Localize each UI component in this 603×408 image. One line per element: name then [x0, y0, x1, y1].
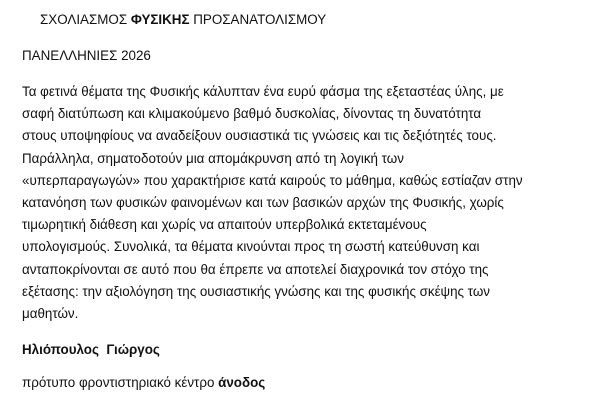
body-paragraph [22, 81, 582, 325]
affiliation-text: πρότυπο φροντιστηριακό κέντρο [22, 375, 219, 390]
author-affiliation [22, 375, 265, 390]
document-subtitle: ΠΑΝΕΛΛΗΝΙΕΣ 2026 [22, 48, 151, 63]
paragraph-line: ανταποκρίνονται σε αυτό που θα έπρεπε να αποτελεί διαχρονικά τον στόχο της [22, 261, 489, 277]
title-suffix: ΠΡΟΣΑΝΑΤΟΛΙΣΜΟΥ [189, 12, 327, 27]
paragraph-line: τιμωρητική διάθεση και χωρίς να απαιτούν υπερβολικά εκτεταμένους [22, 217, 427, 233]
paragraph-line: εξέτασης: την αξιολόγηση της ουσιαστικής γνώσης και της φυσικής σκέψης των [22, 283, 490, 299]
paragraph-line: Παράλληλα, σηματοδοτούν μια απομάκρυνση από τη λογική των [22, 150, 404, 166]
title-prefix: ΣΧΟΛΙΑΣΜΟΣ [40, 12, 131, 27]
paragraph-line: στους υποψηφίους να αναδείξουν ουσιαστικά τις γνώσεις και τις δεξιότητές τους. [22, 128, 497, 144]
paragraph-line: σαφή διατύπωση και κλιμακούμενο βαθμό δυσκολίας, δίνοντας τη δυνατότητα [22, 106, 482, 122]
affiliation-brand: άνοδος [218, 375, 266, 390]
paragraph-line: μαθητών. [22, 305, 79, 321]
author-name: Ηλιόπουλος Γιώργος [22, 342, 160, 357]
paragraph-line: κατανόηση των φυσικών φαινομένων και των βασικών αρχών της Φυσικής, χωρίς [22, 194, 504, 210]
title-subject: ΦΥΣΙΚΗΣ [130, 12, 190, 27]
paragraph-line: υπολογισμούς. Συνολικά, τα θέματα κινούνται προς τη σωστή κατεύθυνση και [22, 239, 480, 255]
document-title [40, 12, 326, 27]
paragraph-line: Τα φετινά θέματα της Φυσικής κάλυπταν ένα ευρύ φάσμα της εξεταστέας ύλης, με [22, 84, 504, 99]
paragraph-line: «υπερπαραγωγών» που χαρακτήρισε κατά καιρούς το μάθημα, καθώς εστίαζαν στην [22, 172, 523, 188]
